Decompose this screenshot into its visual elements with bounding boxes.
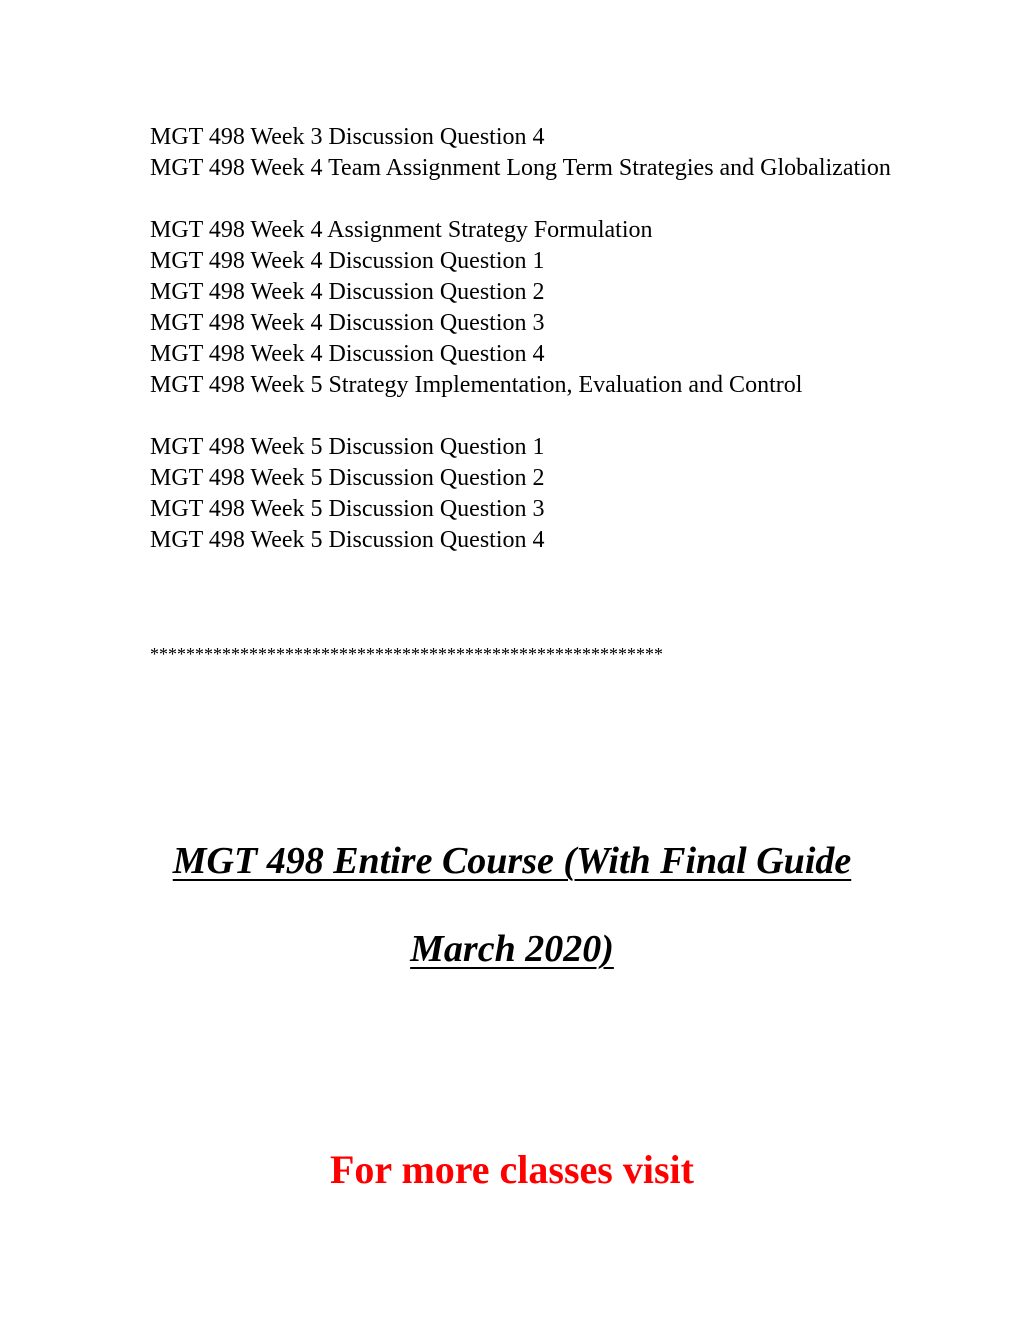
separator-line: ********************************************************* bbox=[150, 644, 663, 664]
list-item: MGT 498 Week 3 Discussion Question 4 bbox=[150, 124, 545, 150]
list-item: MGT 498 Week 5 Strategy Implementation, Evaluation and Control bbox=[150, 372, 803, 398]
visit-heading: For more classes visit bbox=[329, 1147, 694, 1192]
assignment-list bbox=[120, 122, 900, 556]
list-item: MGT 498 Week 4 Discussion Question 1 bbox=[150, 248, 545, 274]
course-title-line-2: March 2020) bbox=[410, 928, 614, 970]
list-item: MGT 498 Week 4 Discussion Question 3 bbox=[150, 310, 545, 336]
list-item: MGT 498 Week 4 Team Assignment Long Term Strategies and Globalization bbox=[150, 155, 891, 181]
spacer bbox=[120, 184, 900, 215]
list-item: MGT 498 Week 5 Discussion Question 4 bbox=[150, 527, 545, 553]
list-item: MGT 498 Week 5 Discussion Question 2 bbox=[150, 465, 545, 491]
list-item: MGT 498 Week 5 Discussion Question 1 bbox=[150, 434, 545, 460]
list-item: MGT 498 Week 5 Discussion Question 3 bbox=[150, 496, 545, 522]
list-item: MGT 498 Week 4 Discussion Question 4 bbox=[150, 341, 545, 367]
list-item: MGT 498 Week 4 Assignment Strategy Formulation bbox=[150, 217, 653, 243]
list-item: MGT 498 Week 4 Discussion Question 2 bbox=[150, 279, 545, 305]
spacer bbox=[120, 401, 900, 432]
course-title-line-1: MGT 498 Entire Course (With Final Guide bbox=[172, 840, 852, 882]
